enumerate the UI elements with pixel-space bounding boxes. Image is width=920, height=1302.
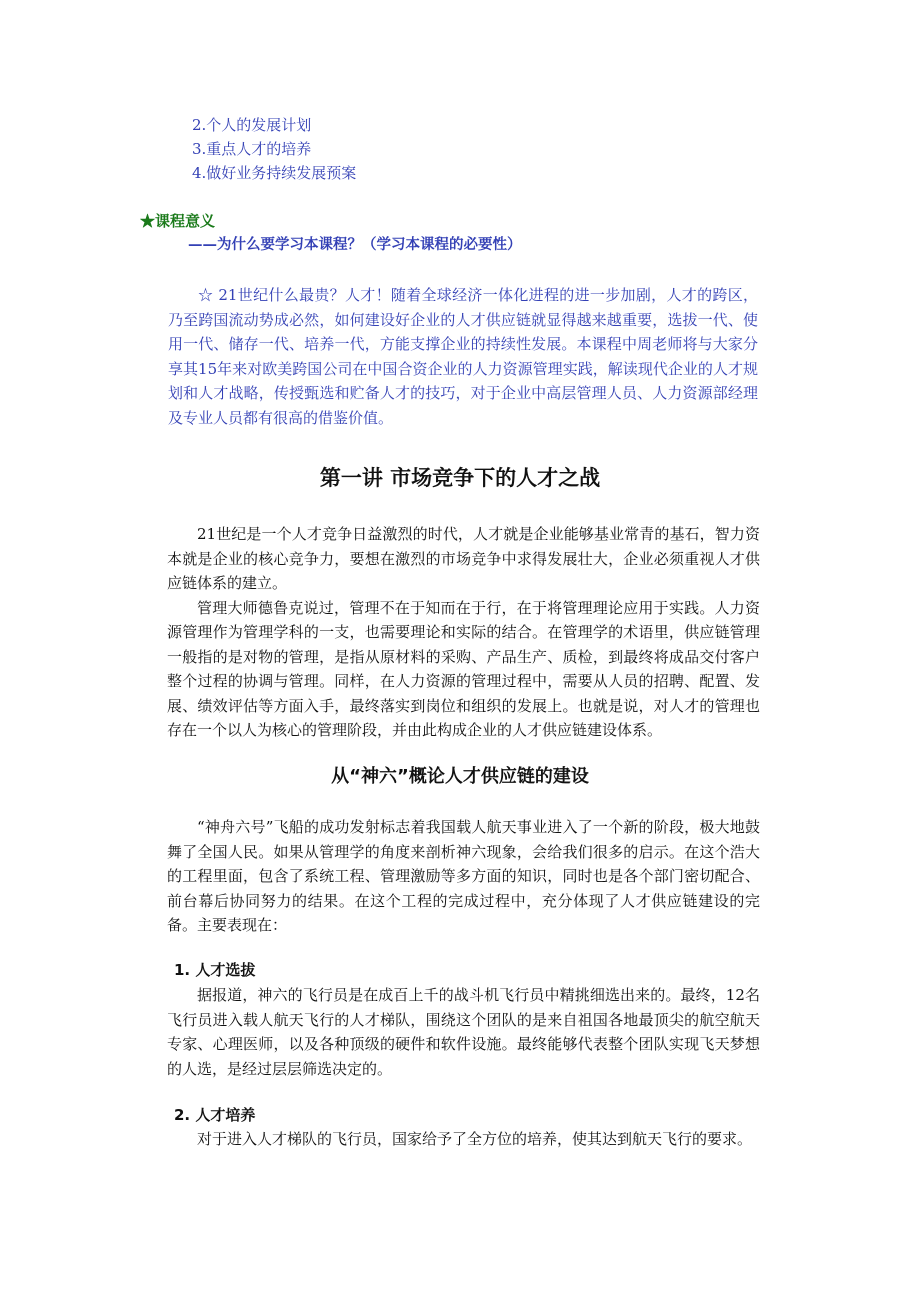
list-item: 4.做好业务持续发展预案: [192, 164, 357, 182]
course-significance-paragraph: [168, 283, 758, 431]
paragraph: 对于进入人才梯队的飞行员，国家给予了全方位的培养，使其达到航天飞行的要求。: [197, 1130, 753, 1148]
course-significance-heading: ★课程意义: [140, 212, 216, 230]
list-item: 2.个人的发展计划: [192, 116, 312, 134]
paragraph: “神舟六号”飞船的成功发射标志着我国载人航天事业进入了一个新的阶段，极大地鼓舞了全国人民。如果从管理学的角度来剖析神六现象，会给我们很多的启示。在这个浩大的工程里面，包含了系统工程、管理激励等多方面的知识，同时也是各个部门密切配合、前台幕后协同努力的结果。在这个工程的完成过程中，充分体现了人才供应链建设的完备。主要表现在：: [167, 818, 760, 934]
paragraph: 21世纪是一个人才竞争日益激烈的时代，人才就是企业能够基业常青的基石，智力资本就是企业的核心竞争力，要想在激烈的市场竞争中求得发展壮大，企业必须重视人才供应链体系的建立。: [167, 525, 760, 592]
section-body: [167, 815, 760, 938]
lecture-body: [167, 522, 760, 743]
subsection-body-training: [167, 1127, 760, 1152]
subsection-title-selection: 1. 人才选拔: [174, 961, 256, 979]
lecture-title: 第一讲 市场竞争下的人才之战: [319, 466, 601, 490]
paragraph: 管理大师德鲁克说过，管理不在于知而在于行，在于将管理理论应用于实践。人力资源管理作为管理学科的一支，也需要理论和实际的结合。在管理学的术语里，供应链管理一般指的是对物的管理，是指从原材料的采购、产品生产、质检，到最终将成品交付客户整个过程的协调与管理。同样，在人力资源的管理过程中，需要从人员的招聘、配置、发展、绩效评估等方面入手，最终落实到岗位和组织的发展上。也就是说，对人才的管理也存在一个以人为核心的管理阶段，并由此构成企业的人才供应链建设体系。: [167, 598, 760, 739]
paragraph: ☆ 21世纪什么最贵？人才！随着全球经济一体化进程的进一步加剧，人才的跨区，乃至跨国流动势成必然，如何建设好企业的人才供应链就显得越来越重要，选拔一代、使用一代、储存一代、培养一代，方能支撑企业的持续性发展。本课程中周老师将与大家分享其15年来对欧美跨国公司在中国合资企业的人力资源管理实践，解读现代企业的人才规划和人才战略，传授甄选和贮备人才的技巧，对于企业中高层管理人员、人力资源部经理及专业人员都有很高的借鉴价值。: [168, 286, 758, 427]
list-item: 3.重点人才的培养: [192, 140, 312, 158]
subsection-body-selection: [167, 983, 760, 1081]
course-significance-subheading: ——为什么要学习本课程？（学习本课程的必要性）: [188, 236, 522, 253]
paragraph: 据报道，神六的飞行员是在成百上千的战斗机飞行员中精挑细选出来的。最终，12名飞行员进入载人航天飞行的人才梯队，围绕这个团队的是来自祖国各地最顶尖的航空航天专家、心理医师，以及各种顶级的硬件和软件设施。最终能够代表整个团队实现飞天梦想的人选，是经过层层筛选决定的。: [167, 986, 760, 1078]
numbered-list: [192, 113, 356, 185]
subsection-title-training: 2. 人才培养: [174, 1106, 256, 1124]
section-title: 从“神六”概论人才供应链的建设: [331, 766, 589, 787]
